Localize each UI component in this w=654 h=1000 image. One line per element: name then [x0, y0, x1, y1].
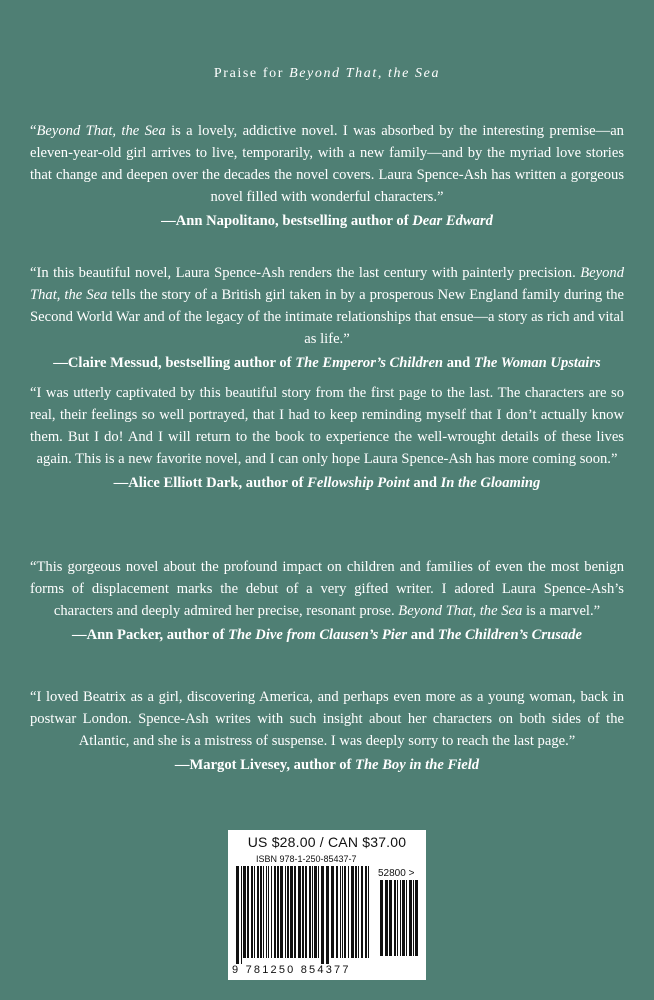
barcode-bar	[257, 866, 259, 958]
barcode-bar	[344, 866, 346, 958]
barcode-bar	[389, 880, 392, 956]
barcode-digits: 9 781250 854377	[232, 964, 351, 976]
barcode-bar	[280, 866, 283, 958]
barcode-bar	[342, 866, 343, 958]
barcode-bar	[298, 866, 301, 958]
barcode-label	[228, 830, 426, 980]
barcode-bar	[251, 866, 253, 958]
price-code: 52800 >	[378, 868, 415, 879]
barcode-bar	[365, 866, 367, 958]
price-text: US $28.00 / CAN $37.00	[247, 834, 407, 850]
barcode-bar	[380, 880, 383, 956]
barcode-bar	[336, 866, 338, 958]
blurb-quote: “In this beautiful novel, Laura Spence-Ash renders the last century with painterly precision. Beyond That, the Sea tells the story of a British girl taken in by a prosperous New England family during the Second World War and of the legacy of the intimate relationships that ensue—a story as rich and vital as life.”	[30, 265, 624, 347]
barcode-bar	[402, 880, 405, 956]
praise-prefix: Praise for	[213, 66, 284, 81]
barcode-bar	[321, 866, 324, 964]
barcode-bar	[241, 866, 242, 964]
barcode-bar	[397, 880, 398, 956]
barcode-bar	[266, 866, 267, 958]
praise-book-title: Beyond That, the Sea	[289, 66, 441, 81]
barcode-bar	[406, 880, 407, 956]
blurb-attribution: —Alice Elliott Dark, author of Fellowship Point and In the Gloaming	[113, 475, 541, 491]
blurb-livesey	[30, 686, 624, 776]
ean-barcode-icon	[234, 866, 374, 966]
barcode-bar	[305, 866, 307, 958]
barcode-bar	[287, 866, 289, 958]
blurb-attribution: —Ann Napolitano, bestselling author of Dear Edward	[161, 213, 493, 229]
praise-header	[0, 66, 654, 82]
barcode-bar	[314, 866, 317, 958]
blurb-attribution: —Ann Packer, author of The Dive from Clausen’s Pier and The Children’s Crusade	[72, 627, 582, 643]
blurb-packer	[30, 556, 624, 646]
barcode-bar	[331, 866, 334, 958]
blurb-dark	[30, 382, 624, 494]
barcode-bar	[409, 880, 412, 956]
barcode-bar	[413, 880, 414, 956]
barcode-bar	[355, 866, 357, 958]
barcode-bar	[274, 866, 276, 958]
barcode-bar	[348, 866, 349, 958]
blurb-quote: “I was utterly captivated by this beautiful story from the first page to the last. The characters are so real, their feelings so well portrayed, that I had to keep reminding myself that I don’t actually know them. But I do! And I will return to the book to experience the well-wrought details of these lives again. This is a new favorite novel, and I can only hope Laura Spence-Ash has more coming soon.”	[30, 385, 624, 467]
blurb-attribution: —Margot Livesey, author of The Boy in the Field	[174, 757, 480, 773]
isbn-text: ISBN 978-1-250-85437-7	[256, 854, 357, 864]
barcode-bar	[243, 866, 246, 958]
barcode-bar	[415, 880, 418, 956]
barcode-bar	[358, 866, 359, 958]
barcode-bar	[318, 866, 319, 958]
barcode-bar	[290, 866, 293, 958]
barcode-bar	[368, 866, 369, 958]
addon-barcode-icon	[378, 880, 422, 964]
barcode-bar	[247, 866, 249, 958]
barcode-bar	[309, 866, 311, 958]
barcode-bar	[285, 866, 286, 958]
blurb-napolitano	[30, 120, 624, 232]
barcode-bar	[394, 880, 396, 956]
barcode-bar	[400, 880, 401, 956]
blurb-messud	[30, 262, 624, 374]
blurb-quote: “I loved Beatrix as a girl, discovering America, and perhaps even more as a young woman, back in postwar London. Spence-Ash writes with such insight about her characters on both sides of the Atlantic, and she is a mistress of suspense. I was deeply sorry to reach the last page.”	[30, 689, 624, 749]
barcode-bar	[271, 866, 272, 958]
barcode-bar	[277, 866, 279, 958]
barcode-bar	[254, 866, 255, 958]
barcode-bar	[361, 866, 363, 958]
barcode-bar	[260, 866, 262, 958]
barcode-bar	[294, 866, 296, 958]
barcode-bar	[312, 866, 313, 958]
barcode-bar	[268, 866, 269, 958]
barcode-bar	[340, 866, 341, 958]
barcode-bar	[302, 866, 304, 958]
blurb-quote: “This gorgeous novel about the profound impact on children and families of even the most benign forms of displacement marks the debut of a very gifted writer. I adored Laura Spence-Ash’s characters and deeply admired her precise, resonant prose. Beyond That, the Sea is a marvel.”	[30, 559, 624, 619]
barcode-bar	[326, 866, 329, 964]
barcode-bar	[263, 866, 264, 958]
barcode-bar	[385, 880, 388, 956]
barcode-bar	[351, 866, 354, 958]
barcode-bar	[236, 866, 239, 964]
blurb-quote: “Beyond That, the Sea is a lovely, addictive novel. I was absorbed by the interesting premise—an eleven-year-old girl arrives to live, temporarily, with a new family—and by the myriad love stories that change and deepen over the decades the novel covers. Laura Spence-Ash has written a gorgeous novel filled with wonderful characters.”	[30, 123, 624, 205]
blurb-attribution: —Claire Messud, bestselling author of The Emperor’s Children and The Woman Upstairs	[53, 355, 601, 371]
